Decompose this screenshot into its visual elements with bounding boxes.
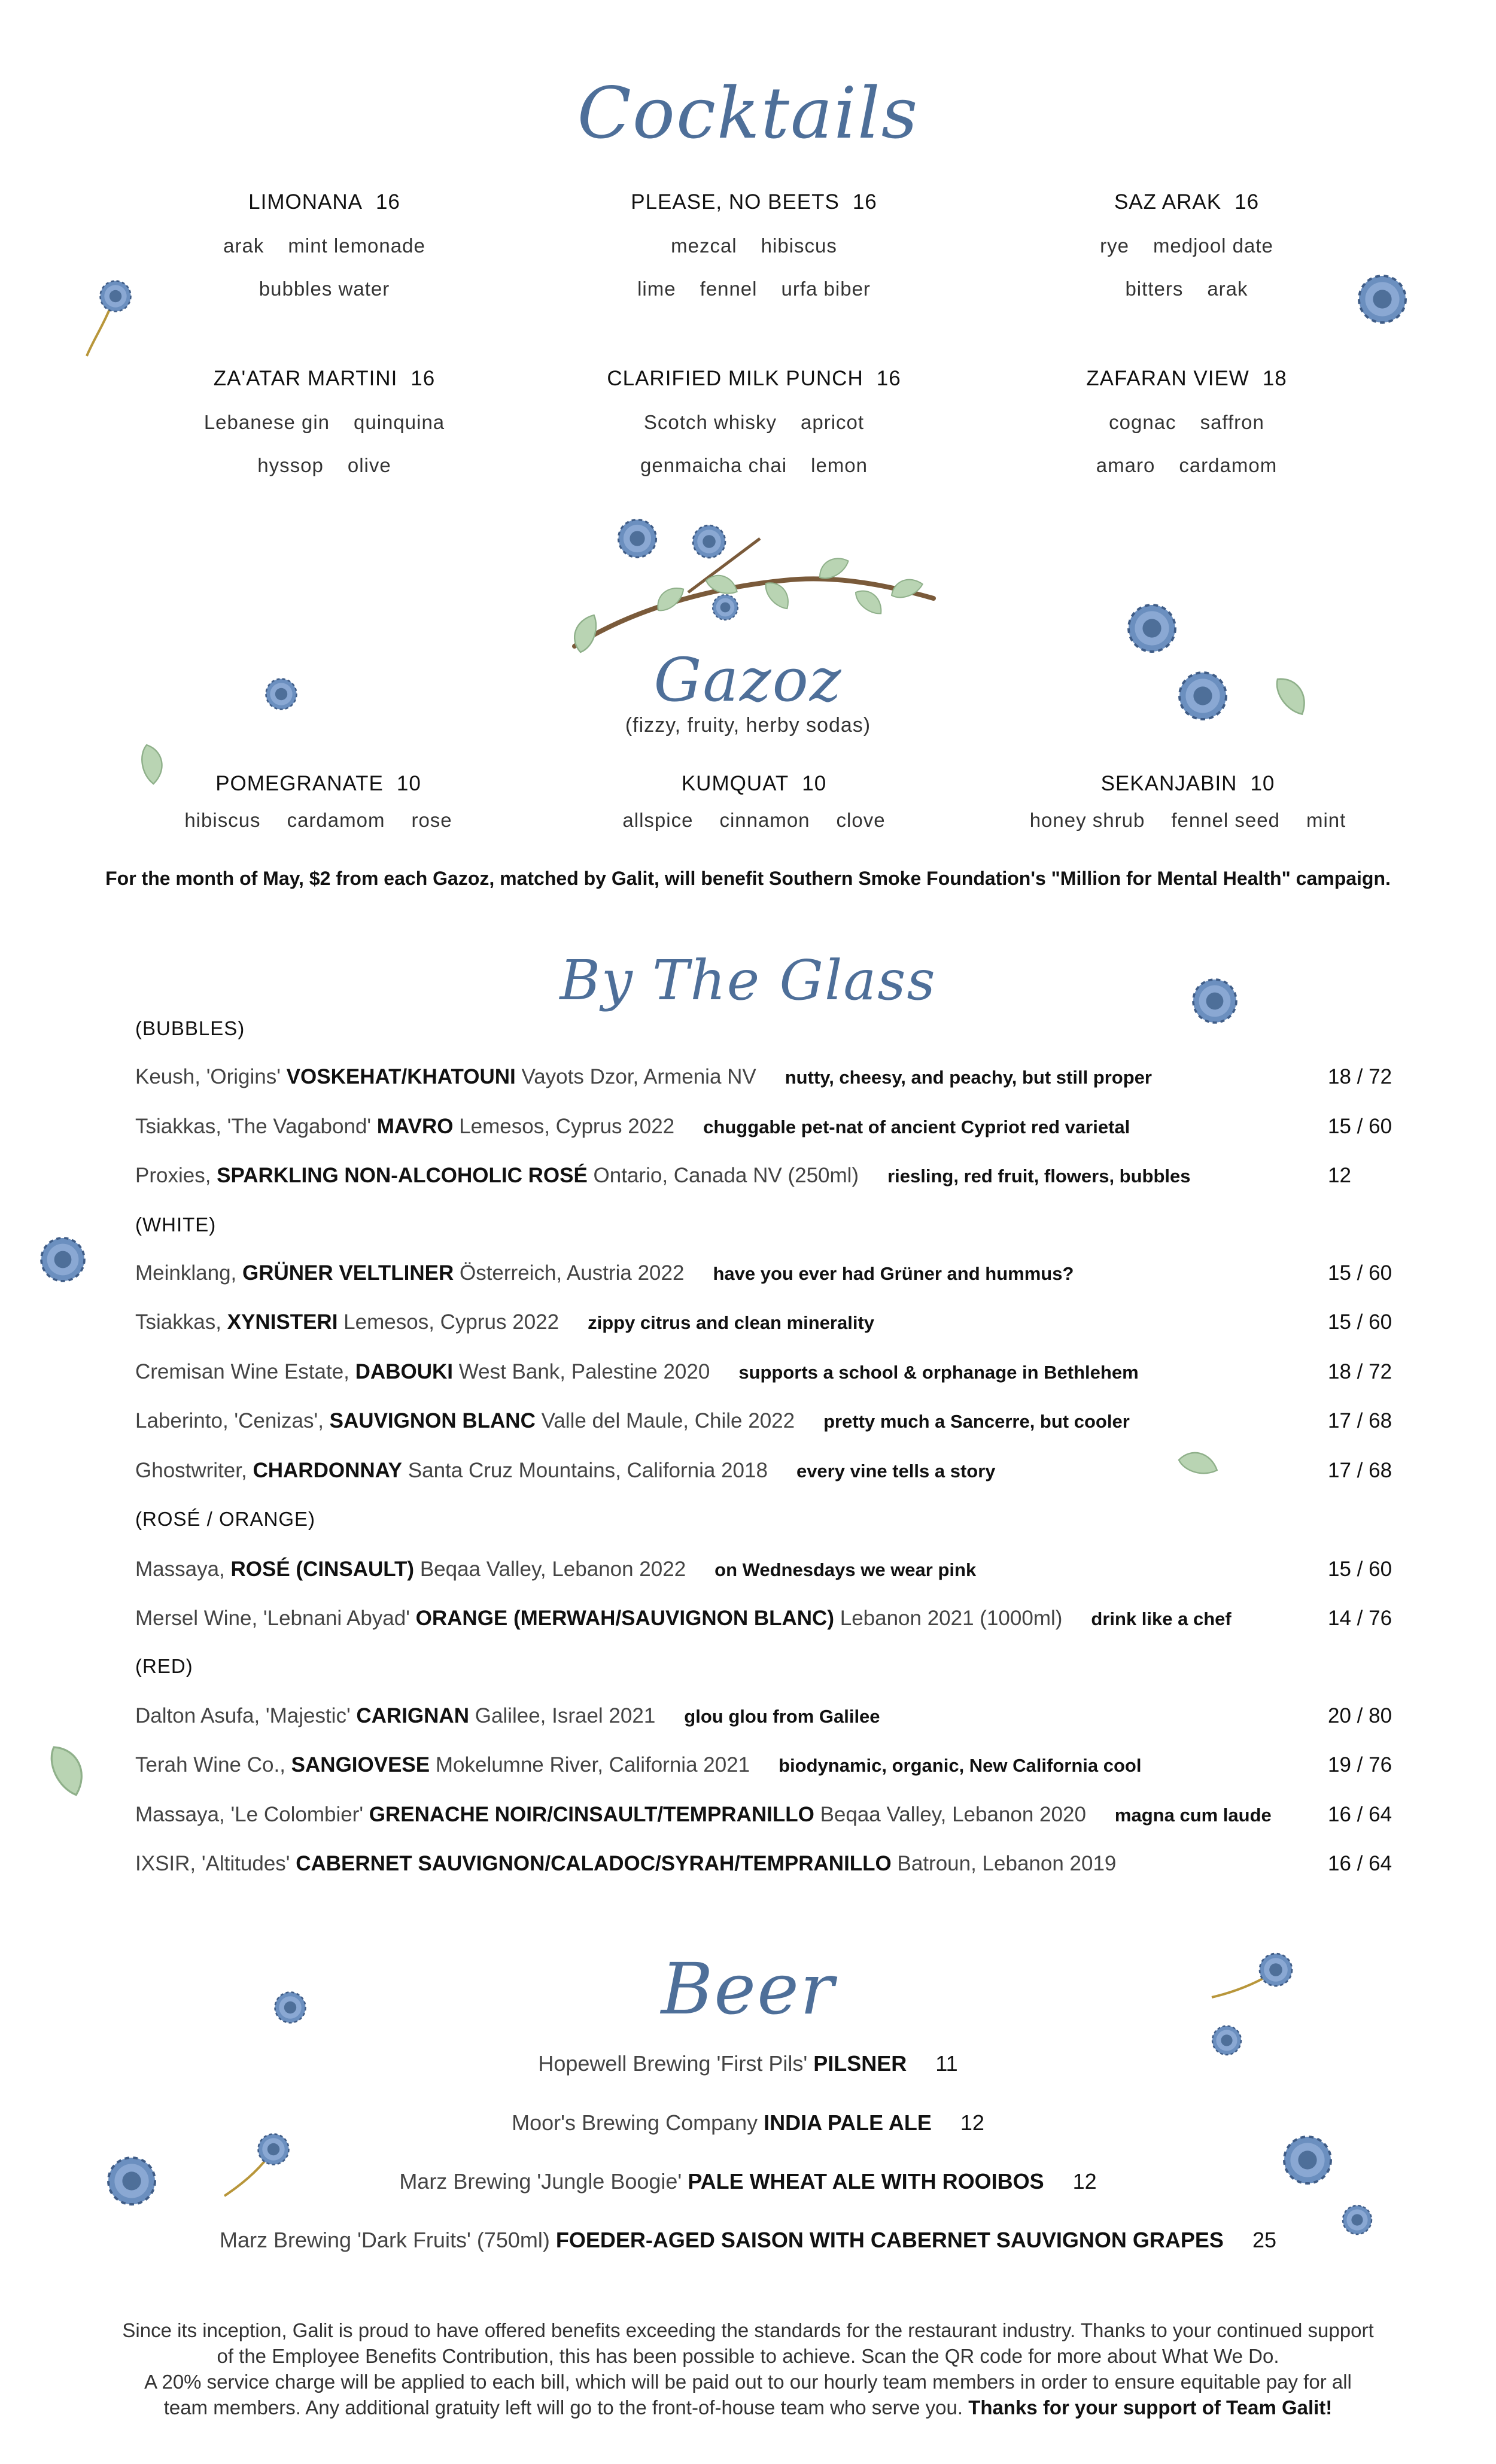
wine-region: Mokelumne River, California 2021: [435, 1753, 750, 1776]
wine-producer: IXSIR, 'Altitudes': [135, 1852, 290, 1875]
wine-region: Lebanon 2021 (1000ml): [840, 1607, 1063, 1630]
beer-producer: Marz Brewing 'Dark Fruits' (750ml): [220, 2228, 550, 2252]
ingredient: lemon: [811, 454, 868, 476]
wine-category: (RED): [135, 1655, 193, 1677]
wine-description: drink like a chef: [1091, 1608, 1232, 1629]
ingredient: bitters: [1125, 278, 1184, 300]
gazoz-title: Gazoz: [653, 645, 843, 715]
cornflower-icon: [81, 275, 147, 359]
cornflower-icon: [1281, 2133, 1334, 2187]
ingredient: fennel seed: [1171, 809, 1280, 831]
cocktail-name: LIMONANA: [248, 190, 363, 214]
wine-price: 16 / 64: [1328, 1803, 1392, 1826]
cornflower-icon: [272, 1990, 308, 2025]
ingredient: mint: [1306, 809, 1346, 831]
wine-description: pretty much a Sancerre, but cooler: [823, 1411, 1130, 1432]
wine-description: supports a school & orphanage in Bethlehem: [738, 1362, 1139, 1383]
wine-description: chuggable pet-nat of ancient Cypriot red varietal: [703, 1117, 1130, 1137]
beer-price: 12: [960, 2110, 984, 2135]
wine-row: [135, 1115, 1404, 1145]
gazoz-name: SEKANJABIN: [1100, 772, 1237, 795]
wine-price: 17 / 68: [1328, 1409, 1392, 1432]
wine-category: (BUBBLES): [135, 1017, 245, 1039]
wine-varietal: SANGIOVESE: [291, 1753, 430, 1776]
beer-producer: Hopewell Brewing 'First Pils': [538, 2051, 808, 2076]
wine-row: [135, 1852, 1404, 1882]
wine-row: [135, 1704, 1404, 1734]
wine-producer: Tsiakkas, 'The Vagabond': [135, 1115, 372, 1138]
wine-row: [135, 1360, 1404, 1390]
wine-varietal: SPARKLING NON-ALCOHOLIC ROSÉ: [217, 1164, 588, 1187]
wine-producer: Cremisan Wine Estate,: [135, 1360, 349, 1383]
footer-notice: [36, 2317, 1460, 2420]
wine-row: [135, 1753, 1404, 1783]
wine-producer: Dalton Asufa, 'Majestic': [135, 1704, 351, 1727]
cornflower-icon: [1340, 2203, 1374, 2237]
beer-title: Beer: [661, 1948, 835, 2030]
ingredient: mezcal: [671, 235, 737, 257]
footer-line: A 20% service charge will be applied to each bill, which will be paid out to our hourly team members in order to ensure equitable pay for all: [144, 2371, 1352, 2393]
wine-varietal: MAVRO: [376, 1115, 454, 1138]
ingredient: rose: [411, 809, 452, 831]
wine-varietal: XYNISTERI: [227, 1310, 338, 1334]
cocktail-item: [977, 367, 1396, 477]
wine-description: glou glou from Galilee: [684, 1706, 880, 1727]
wine-region: Santa Cruz Mountains, California 2018: [408, 1459, 768, 1482]
beer-style: INDIA PALE ALE: [764, 2110, 932, 2135]
by-the-glass-title: By The Glass: [560, 948, 936, 1012]
cocktails-title: Cocktails: [577, 72, 919, 154]
wine-price: 16 / 64: [1328, 1852, 1392, 1875]
ingredient: urfa biber: [781, 278, 871, 300]
wine-region: West Bank, Palestine 2020: [458, 1360, 710, 1383]
wine-price: 15 / 60: [1328, 1115, 1392, 1138]
wine-region: Vayots Dzor, Armenia NV: [521, 1065, 756, 1088]
cornflower-icon: [1355, 272, 1409, 326]
wine-price: 15 / 60: [1328, 1558, 1392, 1581]
wine-region: Österreich, Austria 2022: [459, 1261, 685, 1285]
wine-row: [135, 1558, 1404, 1587]
ingredient: hibiscus: [761, 235, 837, 257]
gazoz-subtitle: (fizzy, fruity, herby sodas): [625, 714, 871, 737]
ingredient: saffron: [1200, 411, 1264, 433]
wine-price: 15 / 60: [1328, 1310, 1392, 1334]
leaf-icon: [45, 1741, 93, 1813]
ingredient: genmaicha chai: [640, 454, 787, 476]
beer-producer: Moor's Brewing Company: [512, 2110, 758, 2135]
leaf-icon: [1269, 670, 1322, 730]
cocktail-item: [545, 367, 963, 477]
wine-description: every vine tells a story: [796, 1461, 996, 1482]
wine-row: [135, 1310, 1404, 1340]
footer-thanks: Thanks for your support of Team Galit!: [968, 2396, 1333, 2419]
cocktail-item: [977, 190, 1396, 300]
wine-row: [135, 1261, 1404, 1291]
wine-row: [135, 1803, 1404, 1833]
ingredient: hyssop: [257, 454, 324, 476]
ingredient: mint lemonade: [288, 235, 425, 257]
wine-varietal: ROSÉ (CINSAULT): [230, 1558, 415, 1581]
wine-producer: Keush, 'Origins': [135, 1065, 281, 1088]
wine-description: nutty, cheesy, and peachy, but still proper: [785, 1067, 1152, 1088]
cocktail-price: 16: [852, 190, 877, 214]
cocktail-name: CLARIFIED MILK PUNCH: [607, 367, 863, 390]
gazoz-price: 10: [396, 772, 421, 795]
wine-price: 18 / 72: [1328, 1065, 1392, 1088]
gazoz-price: 10: [802, 772, 827, 795]
wine-producer: Massaya, 'Le Colombier': [135, 1803, 364, 1826]
wine-varietal: CARIGNAN: [356, 1704, 469, 1727]
gazoz-charity-note: For the month of May, $2 from each Gazoz, matched by Galit, will benefit Southern Smoke Foundation's "Million for Mental Health" campaign.: [105, 868, 1391, 889]
wine-varietal: GRÜNER VELTLINER: [242, 1261, 454, 1285]
ingredient: cardamom: [287, 809, 385, 831]
cocktail-name: ZA'ATAR MARTINI: [213, 367, 398, 390]
wine-description: magna cum laude: [1114, 1805, 1272, 1826]
wine-region: Ontario, Canada NV (250ml): [593, 1164, 859, 1187]
ingredient: arak: [1207, 278, 1248, 300]
cocktail-price: 16: [375, 190, 400, 214]
wine-price: 15 / 60: [1328, 1261, 1392, 1285]
wine-producer: Tsiakkas,: [135, 1310, 221, 1334]
wine-producer: Meinklang,: [135, 1261, 237, 1285]
wine-price: 14 / 76: [1328, 1607, 1392, 1630]
ingredient: apricot: [801, 411, 865, 433]
gazoz-item: [960, 772, 1415, 832]
ingredient: arak: [223, 235, 264, 257]
wine-category: (WHITE): [135, 1213, 217, 1236]
wine-varietal: CHARDONNAY: [253, 1459, 403, 1482]
wine-description: zippy citrus and clean minerality: [588, 1312, 875, 1333]
wine-row: [135, 1409, 1404, 1439]
wine-producer: Terah Wine Co.,: [135, 1753, 285, 1776]
wine-producer: Laberinto, 'Cenizas',: [135, 1409, 324, 1432]
wine-producer: Mersel Wine, 'Lebnani Abyad': [135, 1607, 410, 1630]
ingredient: amaro: [1096, 454, 1156, 476]
cornflower-icon: [1209, 1951, 1299, 2010]
beer-row: [0, 2228, 1496, 2253]
wine-description: riesling, red fruit, flowers, bubbles: [887, 1166, 1191, 1187]
wine-price: 17 / 68: [1328, 1459, 1392, 1482]
wine-description: on Wednesdays we wear pink: [714, 1559, 977, 1580]
ingredient: fennel: [700, 278, 758, 300]
wine-region: Batroun, Lebanon 2019: [897, 1852, 1117, 1875]
wine-region: Lemesos, Cyprus 2022: [459, 1115, 675, 1138]
beer-style: PALE WHEAT ALE WITH ROOIBOS: [688, 2169, 1044, 2194]
ingredient: clove: [836, 809, 886, 831]
gazoz-price: 10: [1250, 772, 1275, 795]
wine-varietal: VOSKEHAT/KHATOUNI: [286, 1065, 516, 1088]
ingredient: honey shrub: [1029, 809, 1145, 831]
cornflower-icon: [105, 2154, 159, 2208]
footer-line: of the Employee Benefits Contribution, this has been possible to achieve. Scan the QR code for more about What We Do.: [217, 2345, 1279, 2367]
beer-price: 25: [1252, 2228, 1276, 2252]
ingredient: allspice: [622, 809, 694, 831]
beer-price: 11: [935, 2051, 958, 2076]
wine-producer: Massaya,: [135, 1558, 225, 1581]
cornflower-icon: [36, 1233, 90, 1286]
ingredient: hibiscus: [184, 809, 261, 831]
cornflower-icon: [263, 676, 299, 712]
cornflower-icon: [1125, 601, 1179, 655]
wine-varietal: GRENACHE NOIR/CINSAULT/TEMPRANILLO: [369, 1803, 814, 1826]
cocktail-item: [545, 190, 963, 300]
ingredient: olive: [347, 454, 391, 476]
beer-producer: Marz Brewing 'Jungle Boogie': [399, 2169, 682, 2194]
gazoz-name: KUMQUAT: [681, 772, 789, 795]
ingredient: cinnamon: [719, 809, 810, 831]
ingredient: rye: [1100, 235, 1129, 257]
cornflower-icon: [218, 2130, 302, 2202]
ingredient: bubbles water: [259, 278, 390, 300]
wine-row: [135, 1065, 1404, 1095]
cocktail-name: PLEASE, NO BEETS: [631, 190, 840, 214]
wine-varietal: DABOUKI: [355, 1360, 453, 1383]
wine-producer: Proxies,: [135, 1164, 211, 1187]
wine-region: Lemesos, Cyprus 2022: [343, 1310, 560, 1334]
beer-price: 12: [1072, 2169, 1097, 2194]
beer-style: FOEDER-AGED SAISON WITH CABERNET SAUVIGNON GRAPES: [555, 2228, 1224, 2252]
wine-region: Galilee, Israel 2021: [475, 1704, 656, 1727]
footer-line: team members. Any additional gratuity left will go to the front-of-house team who serve you.: [163, 2396, 963, 2419]
wine-varietal: SAUVIGNON BLANC: [329, 1409, 536, 1432]
cocktail-name: ZAFARAN VIEW: [1086, 367, 1249, 390]
beer-style: PILSNER: [813, 2051, 907, 2076]
leaf-icon: [135, 742, 171, 796]
wine-price: 12: [1328, 1164, 1351, 1187]
wine-price: 20 / 80: [1328, 1704, 1392, 1727]
cocktail-item: [115, 190, 534, 300]
ingredient: cognac: [1109, 411, 1176, 433]
cornflower-icon: [1176, 669, 1230, 723]
beer-row: [0, 2051, 1496, 2076]
wine-producer: Ghostwriter,: [135, 1459, 247, 1482]
wine-region: Beqaa Valley, Lebanon 2020: [820, 1803, 1086, 1826]
ingredient: Lebanese gin: [203, 411, 330, 433]
gazoz-name: POMEGRANATE: [215, 772, 384, 795]
wine-description: biodynamic, organic, New California cool: [779, 1755, 1142, 1776]
cocktail-price: 18: [1262, 367, 1287, 390]
wine-region: Beqaa Valley, Lebanon 2022: [419, 1558, 686, 1581]
wine-price: 18 / 72: [1328, 1360, 1392, 1383]
wine-varietal: ORANGE (MERWAH/SAUVIGNON BLANC): [415, 1607, 834, 1630]
cornflower-icon: [1210, 2024, 1243, 2057]
cocktail-name: SAZ ARAK: [1114, 190, 1222, 214]
cocktail-price: 16: [1234, 190, 1260, 214]
cocktail-item: [115, 367, 534, 477]
cocktail-price: 16: [411, 367, 436, 390]
leaf-icon: [1173, 1448, 1227, 1484]
wine-description: have you ever had Grüner and hummus?: [713, 1263, 1074, 1284]
wine-row: [135, 1164, 1404, 1194]
ingredient: lime: [637, 278, 676, 300]
ingredient: Scotch whisky: [643, 411, 777, 433]
wine-region: Valle del Maule, Chile 2022: [541, 1409, 795, 1432]
ingredient: medjool date: [1153, 235, 1273, 257]
ingredient: quinquina: [354, 411, 445, 433]
wine-row: [135, 1607, 1404, 1636]
cocktail-price: 16: [876, 367, 901, 390]
wine-category: (ROSÉ / ORANGE): [135, 1508, 316, 1530]
wine-varietal: CABERNET SAUVIGNON/CALADOC/SYRAH/TEMPRANILLO: [296, 1852, 892, 1875]
wine-price: 19 / 76: [1328, 1753, 1392, 1776]
gazoz-item: [527, 772, 981, 832]
footer-line: Since its inception, Galit is proud to have offered benefits exceeding the standards for the restaurant industry. Thanks to your continued support: [122, 2319, 1374, 2341]
ingredient: cardamom: [1179, 454, 1278, 476]
cornflower-icon: [1188, 974, 1242, 1028]
